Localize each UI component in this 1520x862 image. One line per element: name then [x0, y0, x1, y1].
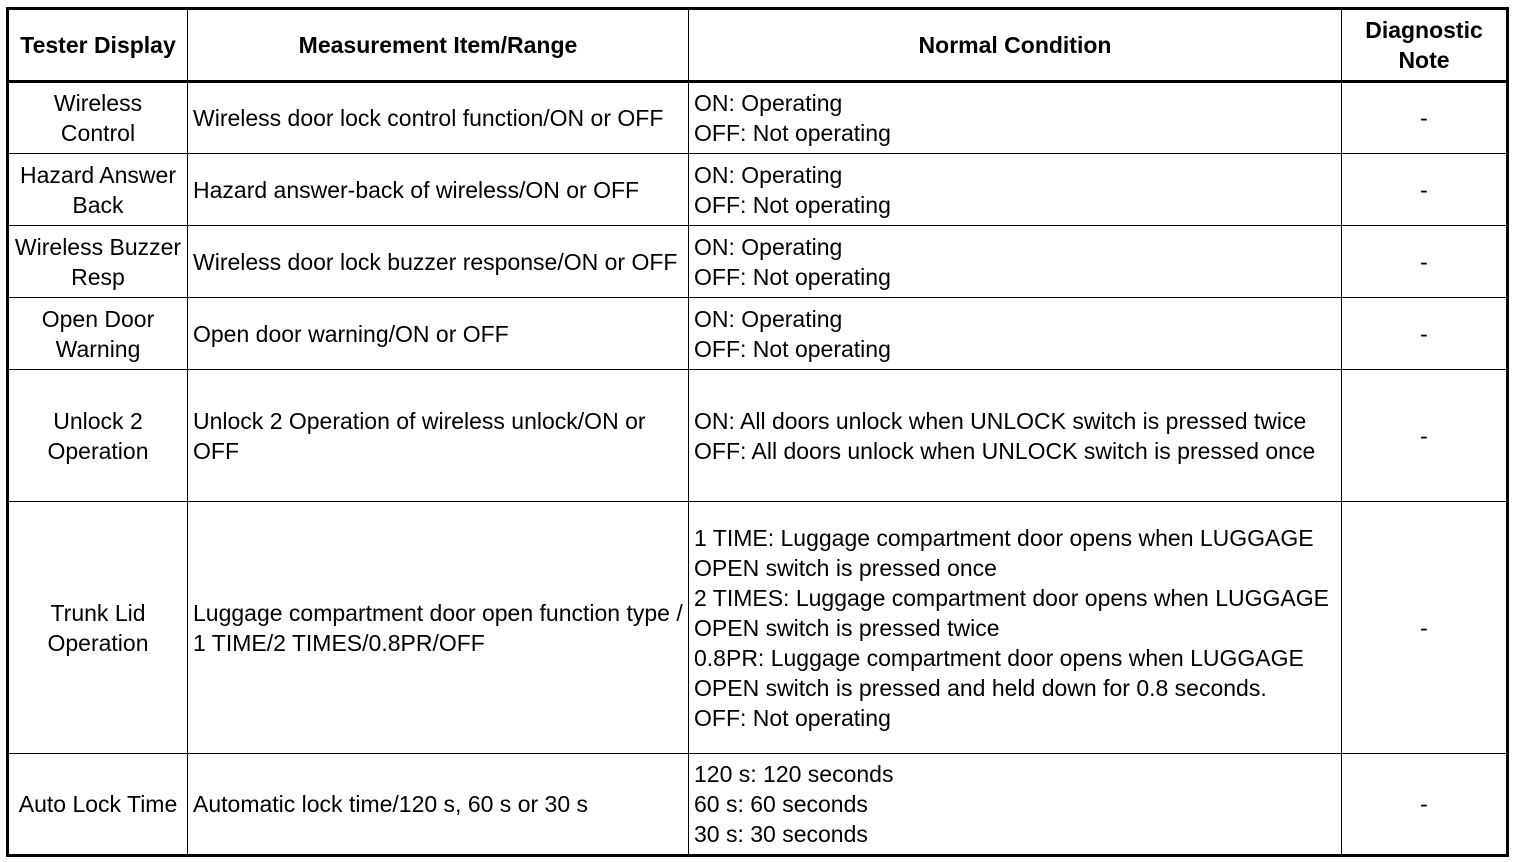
cell-measurement: Wireless door lock buzzer response/ON or OFF [188, 226, 689, 298]
cell-tester-display: Trunk Lid Operation [8, 502, 188, 754]
cell-note: - [1342, 298, 1508, 370]
cell-tester-display: Open Door Warning [8, 298, 188, 370]
diagnostic-table [6, 7, 1509, 857]
cell-measurement: Hazard answer-back of wireless/ON or OFF [188, 154, 689, 226]
cell-measurement: Luggage compartment door open function type / 1 TIME/2 TIMES/0.8PR/OFF [188, 502, 689, 754]
condition-line: ON: All doors unlock when UNLOCK switch is pressed twice [694, 407, 1307, 434]
condition-line: ON: Operating [694, 233, 843, 260]
cell-measurement: Wireless door lock control function/ON or OFF [188, 82, 689, 154]
table-row [8, 370, 1508, 502]
header-measurement: Measurement Item/Range [188, 9, 689, 82]
condition-line: ON: Operating [694, 161, 843, 188]
cell-condition [689, 154, 1342, 226]
condition-line: 0.8PR: Luggage compartment door opens when LUGGAGE OPEN switch is pressed and held down for 0.8 seconds. [694, 644, 1304, 701]
condition-line: OFF: All doors unlock when UNLOCK switch is pressed once [694, 437, 1316, 464]
cell-note: - [1342, 754, 1508, 856]
header-tester-display: Tester Display [8, 9, 188, 82]
condition-line: 1 TIME: Luggage compartment door opens when LUGGAGE OPEN switch is pressed once [694, 524, 1314, 581]
cell-condition [689, 298, 1342, 370]
condition-line: 30 s: 30 seconds [694, 821, 868, 847]
cell-tester-display: Unlock 2 Operation [8, 370, 188, 502]
table-row [8, 154, 1508, 226]
cell-condition [689, 370, 1342, 502]
cell-tester-display: Wireless Buzzer Resp [8, 226, 188, 298]
table-row [8, 754, 1508, 856]
cell-note: - [1342, 154, 1508, 226]
cell-note: - [1342, 502, 1508, 754]
condition-line: 120 s: 120 seconds [694, 761, 894, 787]
table-wrapper [6, 7, 1506, 857]
cell-condition [689, 502, 1342, 754]
cell-tester-display: Wireless Control [8, 82, 188, 154]
cell-tester-display: Auto Lock Time [8, 754, 188, 856]
cell-note: - [1342, 370, 1508, 502]
condition-line: OFF: Not operating [694, 704, 891, 731]
header-diagnostic-note: Diagnostic Note [1342, 9, 1508, 82]
cell-measurement: Open door warning/ON or OFF [188, 298, 689, 370]
table-row [8, 226, 1508, 298]
condition-line: OFF: Not operating [694, 120, 891, 146]
cell-condition [689, 226, 1342, 298]
table-row [8, 298, 1508, 370]
table-row [8, 82, 1508, 154]
table-row [8, 502, 1508, 754]
cell-condition [689, 82, 1342, 154]
condition-line: OFF: Not operating [694, 263, 891, 290]
cell-tester-display: Hazard Answer Back [8, 154, 188, 226]
condition-line: 60 s: 60 seconds [694, 791, 868, 817]
cell-note: - [1342, 226, 1508, 298]
cell-note: - [1342, 82, 1508, 154]
header-row [8, 9, 1508, 82]
condition-line: OFF: Not operating [694, 335, 891, 362]
cell-measurement: Automatic lock time/120 s, 60 s or 30 s [188, 754, 689, 856]
condition-line: 2 TIMES: Luggage compartment door opens when LUGGAGE OPEN switch is pressed twice [694, 584, 1329, 641]
header-normal-condition: Normal Condition [689, 9, 1342, 82]
condition-line: ON: Operating [694, 90, 843, 116]
condition-line: ON: Operating [694, 305, 843, 332]
cell-condition [689, 754, 1342, 856]
cell-measurement: Unlock 2 Operation of wireless unlock/ON or OFF [188, 370, 689, 502]
condition-line: OFF: Not operating [694, 191, 891, 218]
